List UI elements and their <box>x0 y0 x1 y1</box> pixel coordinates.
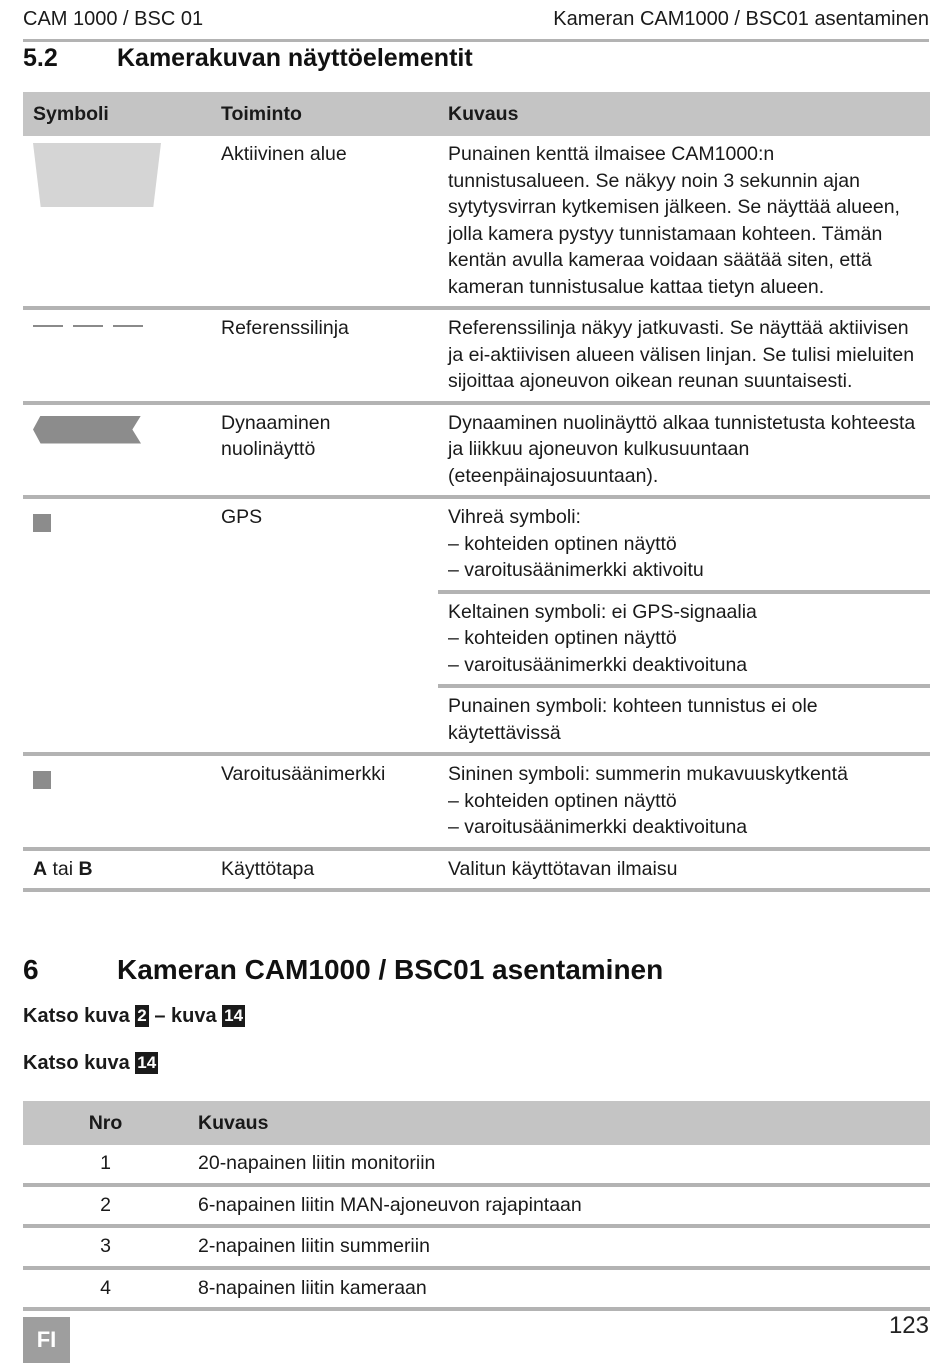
description-line: – varoitusäänimerkki deaktivoituna <box>448 653 748 676</box>
buzzer-status-icon <box>33 771 51 789</box>
connector-table <box>23 1101 930 1311</box>
symbol-cell <box>23 308 211 403</box>
description-line: Punainen symboli: kohteen tunnistus ei ole käytettävissä <box>448 695 818 744</box>
description-cell: Referenssilinja näkyy jatkuvasti. Se näyttää aktiivisen ja ei-aktiivisen alueen välisen linjan. Se tulisi mieluiten sijoittaa ajoneuvon oikean reunan suuntaisesti. <box>438 308 930 403</box>
mode-a-label: A <box>33 857 48 880</box>
description-cell: Dynaaminen nuolinäyttö alkaa tunnistetusta kohteesta ja liikkuu ajoneuvon kulkusuuntaan (eteenpäinajosuuntaan). <box>438 403 930 498</box>
section-6-title <box>23 954 923 990</box>
mode-or-label: tai <box>52 857 74 880</box>
description-line: – kohteiden optinen näyttö <box>448 627 677 649</box>
header-rule <box>23 39 929 42</box>
section-number: 6 <box>23 954 39 985</box>
function-cell: GPS <box>211 497 438 754</box>
function-cell: Aktiivinen alue <box>211 136 438 308</box>
function-cell: Dynaaminen nuolinäyttö <box>211 403 438 498</box>
table-row <box>23 308 930 403</box>
row-number: 1 <box>23 1145 188 1185</box>
col-header-description: Kuvaus <box>438 92 930 136</box>
symbol-cell <box>23 849 211 891</box>
figure-badge: 14 <box>137 1053 157 1072</box>
reference-line-icon <box>33 325 201 327</box>
table-row <box>23 1268 930 1310</box>
description-line: Vihreä symboli: <box>448 506 581 528</box>
symbol-cell <box>23 403 211 498</box>
row-number: 2 <box>23 1185 188 1227</box>
function-cell: Referenssilinja <box>211 308 438 403</box>
table-row <box>23 849 930 891</box>
description-line: – kohteiden optinen näyttö <box>448 532 677 555</box>
dynamic-arrow-icon <box>33 416 141 444</box>
symbol-cell <box>23 754 211 849</box>
figure-reference-range <box>23 1005 245 1028</box>
description-line: – varoitusäänimerkki aktivoitu <box>448 559 704 581</box>
function-cell: Käyttötapa <box>211 849 438 891</box>
figure-ref-prefix: Katso kuva <box>23 1005 130 1027</box>
table-row <box>23 136 930 308</box>
figure-badge: 14 <box>224 1006 244 1025</box>
table-row <box>23 754 930 849</box>
description-cell <box>438 754 930 849</box>
table-row <box>23 1185 930 1227</box>
row-number: 4 <box>23 1268 188 1310</box>
description-cell <box>438 497 930 592</box>
col-header-symbol: Symboli <box>23 92 211 136</box>
description-cell: Punainen kenttä ilmaisee CAM1000:n tunnistusalueen. Se näkyy noin 3 sekunnin ajan sytytysvirran kytkemisen jälkeen. Se näyttää alueen, jolla kamera pystyy tunnistamaan kohteen. Tämän kentän avulla kameraa voidaan säätää siten, että kameran tunnistusalue kattaa tietyn alueen. <box>438 136 930 308</box>
figure-ref-prefix: Katso kuva <box>23 1052 130 1074</box>
description-line: – kohteiden optinen näyttö <box>448 789 677 812</box>
description-line: – varoitusäänimerkki deaktivoituna <box>448 816 748 838</box>
row-description: 8-napainen liitin kameraan <box>188 1268 930 1310</box>
row-description: 2-napainen liitin summeriin <box>188 1226 930 1268</box>
section-number: 5.2 <box>23 44 58 72</box>
col-header-description: Kuvaus <box>188 1101 930 1145</box>
table-row <box>23 1226 930 1268</box>
table-row <box>23 1145 930 1185</box>
section-5-2-title <box>23 44 923 78</box>
figure-reference <box>23 1052 158 1075</box>
row-number: 3 <box>23 1226 188 1268</box>
section-title: Kamerakuvan näyttöelementit <box>117 44 473 72</box>
running-header <box>23 8 929 38</box>
mode-b-label: B <box>78 857 93 880</box>
table-row <box>23 497 930 592</box>
symbol-cell <box>23 136 211 308</box>
table-row <box>23 403 930 498</box>
col-header-nro: Nro <box>23 1101 188 1145</box>
symbol-cell <box>23 497 211 754</box>
figure-ref-mid: – kuva <box>154 1005 217 1027</box>
description-cell: Valitun käyttötavan ilmaisu <box>438 849 930 891</box>
row-description: 6-napainen liitin MAN-ajoneuvon rajapintaan <box>188 1185 930 1227</box>
row-description: 20-napainen liitin monitoriin <box>188 1145 930 1185</box>
description-line: Sininen symboli: summerin mukavuuskytkentä <box>448 763 848 785</box>
gps-status-icon <box>33 514 51 532</box>
page-number: 123 <box>888 1312 929 1339</box>
description-cell <box>438 592 930 687</box>
description-cell <box>438 686 930 754</box>
display-elements-table <box>23 92 930 892</box>
active-area-icon <box>33 143 161 207</box>
section-title: Kameran CAM1000 / BSC01 asentaminen <box>117 954 664 985</box>
function-cell: Varoitusäänimerkki <box>211 754 438 849</box>
col-header-function: Toiminto <box>211 92 438 136</box>
header-right: Kameran CAM1000 / BSC01 asentaminen <box>553 8 929 30</box>
language-badge: FI <box>23 1317 70 1363</box>
header-left: CAM 1000 / BSC 01 <box>23 8 204 30</box>
figure-badge: 2 <box>137 1006 147 1025</box>
description-line: Keltainen symboli: ei GPS-signaalia <box>448 600 757 623</box>
